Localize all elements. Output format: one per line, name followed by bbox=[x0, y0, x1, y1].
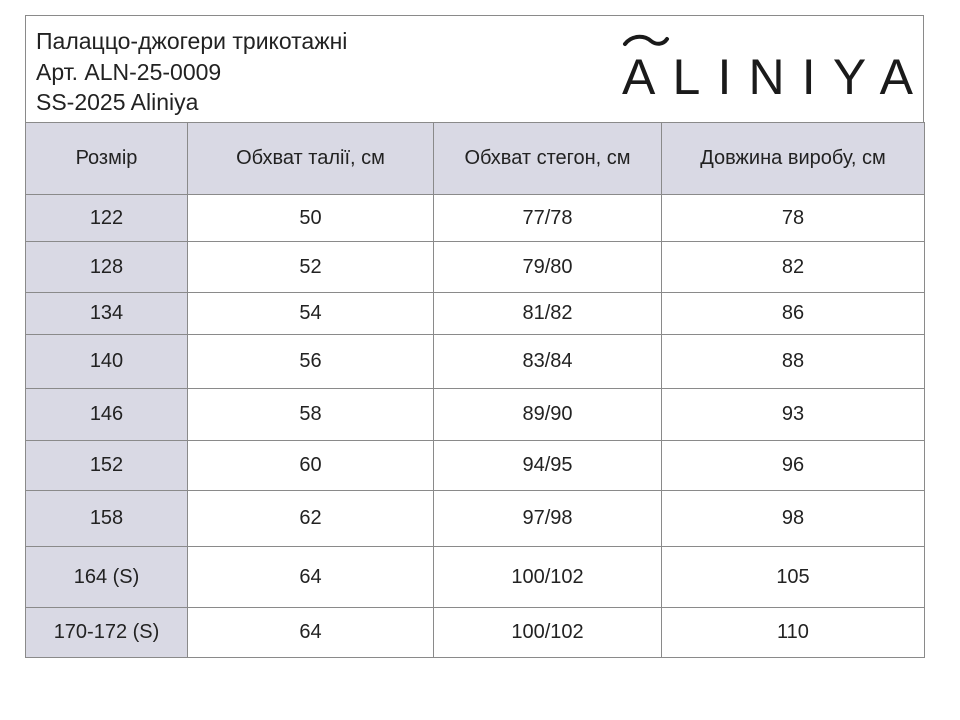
hips-cell: 83/84 bbox=[434, 335, 662, 389]
length-cell: 93 bbox=[662, 389, 925, 441]
size-cell: 134 bbox=[26, 293, 188, 335]
length-cell: 96 bbox=[662, 441, 925, 491]
length-cell: 98 bbox=[662, 491, 925, 547]
product-name: Палаццо-джогери трикотажні bbox=[36, 28, 348, 54]
length-cell: 82 bbox=[662, 242, 925, 293]
hips-cell: 97/98 bbox=[434, 491, 662, 547]
hips-cell: 89/90 bbox=[434, 389, 662, 441]
hips-cell: 100/102 bbox=[434, 547, 662, 608]
aliniya-logo bbox=[622, 24, 922, 114]
waist-cell: 54 bbox=[188, 293, 434, 335]
size-cell: 170-172 (S) bbox=[26, 608, 188, 658]
waist-cell: 56 bbox=[188, 335, 434, 389]
product-info bbox=[36, 26, 347, 118]
table-row bbox=[26, 242, 925, 293]
length-cell: 105 bbox=[662, 547, 925, 608]
table-header-row bbox=[26, 123, 925, 195]
size-cell: 122 bbox=[26, 195, 188, 242]
chart-header bbox=[25, 15, 924, 123]
length-cell: 86 bbox=[662, 293, 925, 335]
hips-cell: 81/82 bbox=[434, 293, 662, 335]
size-cell: 146 bbox=[26, 389, 188, 441]
size-cell: 152 bbox=[26, 441, 188, 491]
column-header-size: Розмір bbox=[26, 123, 188, 195]
waist-cell: 64 bbox=[188, 547, 434, 608]
column-header-length: Довжина виробу, см bbox=[662, 123, 925, 195]
waist-cell: 64 bbox=[188, 608, 434, 658]
table-row bbox=[26, 491, 925, 547]
size-cell: 164 (S) bbox=[26, 547, 188, 608]
size-cell: 158 bbox=[26, 491, 188, 547]
column-header-hips: Обхват стегон, см bbox=[434, 123, 662, 195]
size-table bbox=[25, 122, 925, 658]
table-row bbox=[26, 389, 925, 441]
table-row bbox=[26, 441, 925, 491]
column-header-waist: Обхват талії, см bbox=[188, 123, 434, 195]
waist-cell: 52 bbox=[188, 242, 434, 293]
length-cell: 78 bbox=[662, 195, 925, 242]
table-row bbox=[26, 335, 925, 389]
waist-cell: 60 bbox=[188, 441, 434, 491]
length-cell: 88 bbox=[662, 335, 925, 389]
waist-cell: 50 bbox=[188, 195, 434, 242]
hips-cell: 100/102 bbox=[434, 608, 662, 658]
hips-cell: 79/80 bbox=[434, 242, 662, 293]
table-row bbox=[26, 195, 925, 242]
size-cell: 140 bbox=[26, 335, 188, 389]
hips-cell: 77/78 bbox=[434, 195, 662, 242]
size-chart-sheet bbox=[25, 15, 924, 658]
table-row bbox=[26, 547, 925, 608]
table-row bbox=[26, 293, 925, 335]
waist-cell: 62 bbox=[188, 491, 434, 547]
waist-cell: 58 bbox=[188, 389, 434, 441]
season-label: SS-2025 Aliniya bbox=[36, 89, 199, 115]
length-cell: 110 bbox=[662, 608, 925, 658]
size-cell: 128 bbox=[26, 242, 188, 293]
table-row bbox=[26, 608, 925, 658]
article-number: Арт. ALN-25-0009 bbox=[36, 58, 222, 85]
hips-cell: 94/95 bbox=[434, 441, 662, 491]
logo-wordmark: ALINIYA bbox=[622, 49, 922, 105]
aliniya-logo-image bbox=[622, 24, 922, 114]
